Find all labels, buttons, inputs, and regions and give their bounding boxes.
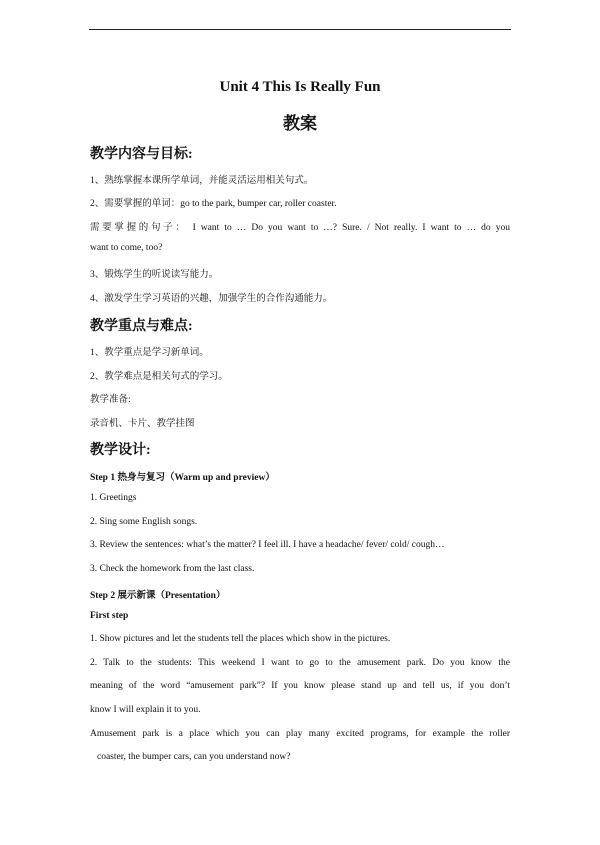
goals-heading: 教学内容与目标:: [90, 147, 193, 162]
key-points-heading: 教学重点与难点:: [90, 319, 193, 334]
goals-line-3: 需要掌握的句子： I want to … Do you want to …? Sure. / Not really. I want to … do you: [90, 223, 510, 233]
goals-line-4: want to come, too?: [90, 243, 163, 253]
step2-line-2: 2. Talk to the students: This weekend I want to go to the amusement park. Do you know the: [90, 658, 510, 668]
key-points-line-1: 1、教学重点是学习新单词。: [90, 348, 209, 358]
goals-line-1: 1、熟练掌握本课所学单词，并能灵活运用相关句式。: [90, 176, 314, 186]
prep-label: 教学准备:: [90, 395, 131, 405]
step2-line-6: coaster, the bumper cars, can you understand now?: [97, 752, 291, 762]
key-points-line-2: 2、教学难点是相关句式的学习。: [90, 372, 228, 382]
document-subtitle: 教案: [283, 114, 317, 133]
step2-title: Step 2 展示新课（Presentation）: [90, 591, 226, 601]
step2-line-4: know I will explain it to you.: [90, 705, 201, 715]
document-title: Unit 4 This Is Really Fun: [219, 79, 381, 95]
step1-line-2: 2. Sing some English songs.: [90, 517, 198, 527]
step1-line-3: 3. Review the sentences: what’s the matter? I feel ill. I have a headache/ fever/ cold/ cough…: [90, 540, 445, 550]
prep-items: 录音机、卡片、教学挂图: [90, 419, 195, 429]
design-heading: 教学设计:: [90, 443, 151, 458]
goals-line-2: 2、需要掌握的单词：go to the park, bumper car, roller coaster.: [90, 199, 337, 209]
step1-line-1: 1. Greetings: [90, 493, 137, 503]
step2-line-5: Amusement park is a place which you can play many excited programs, for example the roller: [90, 729, 510, 739]
step1-line-4: 3. Check the homework from the last class.: [90, 564, 255, 574]
goals-line-6: 4、激发学生学习英语的兴趣，加强学生的合作沟通能力。: [90, 294, 333, 304]
goals-line-5: 3、锻炼学生的听说读写能力。: [90, 270, 219, 280]
step2-line-3: meaning of the word “amusement park”? If you know please stand up and tell us, if you don’t: [90, 681, 510, 691]
step1-title: Step 1 热身与复习（Warm up and preview）: [90, 473, 275, 483]
step2-line-1: 1. Show pictures and let the students tell the places which show in the pictures.: [90, 634, 391, 644]
first-step-label: First step: [90, 611, 129, 621]
header-rule: [89, 29, 511, 30]
